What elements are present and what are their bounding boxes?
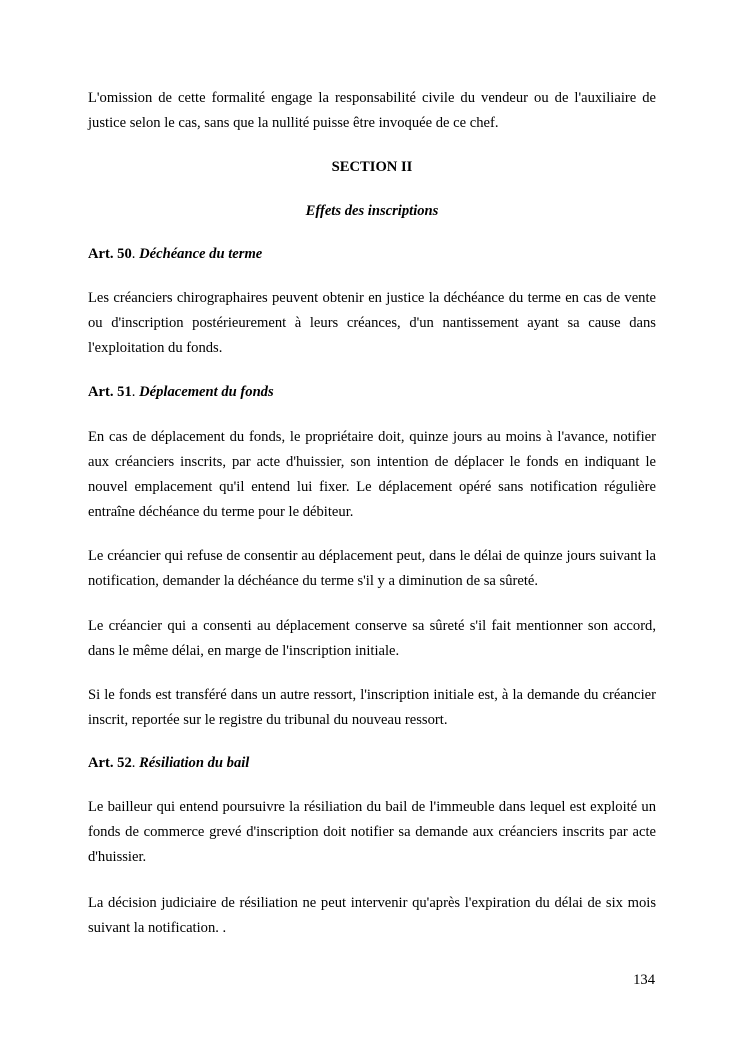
article-52-heading <box>88 751 656 776</box>
article-51-heading <box>88 380 656 405</box>
article-50-heading <box>88 242 656 267</box>
article-separator: . <box>131 246 140 262</box>
section-subheading: Effets des inscriptions <box>305 203 439 219</box>
page-number: 134 <box>633 972 655 988</box>
article-title: Résiliation du bail <box>139 755 250 771</box>
article-separator: . <box>131 755 140 771</box>
article-number: Art. 50 <box>88 246 132 262</box>
article-51-paragraph-3: Le créancier qui a consenti au déplacement conserve sa sûreté s'il fait mentionner son accord, dans le même délai, en marge de l'inscription initiale. <box>88 618 656 659</box>
intro-paragraph: L'omission de cette formalité engage la responsabilité civile du vendeur ou de l'auxiliaire de justice selon le cas, sans que la nullité puisse être invoquée de ce chef. <box>88 90 656 131</box>
article-50-paragraph-1: Les créanciers chirographaires peuvent obtenir en justice la déchéance du terme en cas de vente ou d'inscription postérieurement à leurs créances, d'un nantissement ayant sa cause dans l'exploitation du fonds. <box>88 290 656 356</box>
article-51-paragraph-1: En cas de déplacement du fonds, le propriétaire doit, quinze jours au moins à l'avance, notifier aux créanciers inscrits, par acte d'huissier, son intention de déplacer le fonds en indiquant le nouvel emplacement qu'il entend lui fixer. Le déplacement opéré sans notification régulière entraîne déchéance du terme pour le débiteur. <box>88 429 656 520</box>
article-51-paragraph-4: Si le fonds est transféré dans un autre ressort, l'inscription initiale est, à la demande du créancier inscrit, reportée sur le registre du tribunal du nouveau ressort. <box>88 687 656 728</box>
article-title: Déchéance du terme <box>139 246 263 262</box>
article-separator: . <box>131 384 140 400</box>
article-number: Art. 52 <box>88 755 132 771</box>
article-52-paragraph-2: La décision judiciaire de résiliation ne peut intervenir qu'après l'expiration du délai de six mois suivant la notification. . <box>88 895 656 936</box>
article-title: Déplacement du fonds <box>139 384 274 400</box>
article-51-paragraph-2: Le créancier qui refuse de consentir au déplacement peut, dans le délai de quinze jours suivant la notification, demander la déchéance du terme s'il y a diminution de sa sûreté. <box>88 548 656 589</box>
article-number: Art. 51 <box>88 384 132 400</box>
section-heading: SECTION II <box>331 159 413 175</box>
article-52-paragraph-1: Le bailleur qui entend poursuivre la résiliation du bail de l'immeuble dans lequel est exploité un fonds de commerce grevé d'inscription doit notifier sa demande aux créanciers inscrits par acte d'huissier. <box>88 799 656 865</box>
